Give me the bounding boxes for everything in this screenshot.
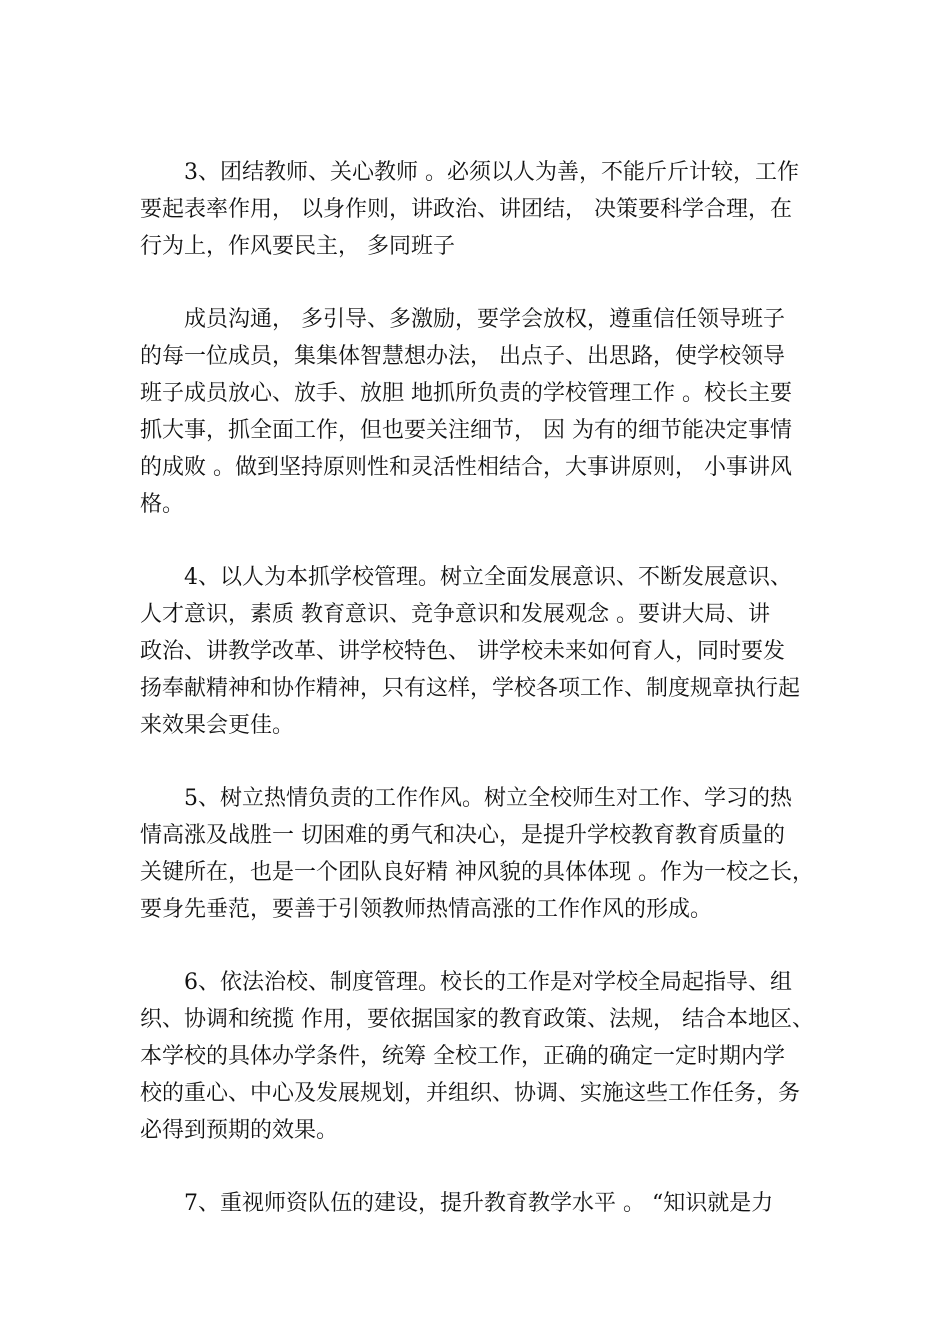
- text-line: 格。: [140, 492, 185, 517]
- text-line: 行为上，作风要民主， 多同班子: [140, 234, 455, 259]
- text-line: 必得到预期的效果。: [140, 1118, 339, 1143]
- text-line: 班子成员放心、放手、放胆 地抓所负责的学校管理工作 。校长主要: [140, 381, 792, 406]
- text-line: 情高涨及战胜一 切困难的勇气和决心，是提升学校教育教育质量的: [140, 823, 785, 848]
- text-line: 7、重视师资队伍的建设，提升教育教学水平 。 “知识就是力: [184, 1191, 774, 1216]
- text-line: 人才意识，素质 教育意识、竞争意识和发展观念 。要讲大局、讲: [140, 602, 770, 627]
- paragraph-4: [140, 559, 820, 744]
- text-line: 政治、讲教学改革、讲学校特色、 讲学校未来如何育人，同时要发: [140, 639, 785, 664]
- text-line: 5、树立热情负责的工作作风。树立全校师生对工作、学习的热: [184, 786, 792, 811]
- text-line: 4、以人为本抓学校管理。树立全面发展意识、不断发展意识、: [184, 565, 792, 590]
- text-line: 要身先垂范，要善于引领教师热情高涨的工作作风的形成。: [140, 897, 713, 922]
- text-line: 的每一位成员，集集体智慧想办法， 出点子、出思路，使学校领导: [140, 344, 785, 369]
- text-line: 3、团结教师、关心教师 。必须以人为善，不能斤斤计较，工作: [184, 160, 799, 185]
- text-line: 来效果会更佳。: [140, 713, 295, 738]
- text-line: 织、协调和统揽 作用，要依据国家的教育政策、法规， 结合本地区、: [140, 1007, 814, 1032]
- text-line: 关键所在，也是一个团队良好精 神风貌的具体体现 。作为一校之长，: [140, 860, 814, 885]
- text-line: 校的重心、中心及发展规划，并组织、协调、实施这些工作任务，务: [140, 1081, 801, 1106]
- text-line: 的成败 。做到坚持原则性和灵活性相结合，大事讲原则， 小事讲风: [140, 455, 792, 480]
- text-line: 成员沟通， 多引导、多激励，要学会放权，遵重信任领导班子: [184, 307, 785, 332]
- paragraph-5: [140, 780, 820, 928]
- paragraph-6: [140, 964, 820, 1149]
- paragraph-7: [140, 1185, 820, 1222]
- text-line: 6、依法治校、制度管理。校长的工作是对学校全局起指导、组: [184, 970, 792, 995]
- text-line: 抓大事，抓全面工作，但也要关注细节， 因 为有的细节能决定事情: [140, 418, 792, 443]
- paragraph-3-continued: [140, 301, 820, 523]
- paragraph-3: [140, 154, 820, 265]
- text-line: 扬奉献精神和协作精神，只有这样，学校各项工作、制度规章执行起: [140, 676, 801, 701]
- text-line: 要起表率作用， 以身作则，讲政治、讲团结， 决策要科学合理，在: [140, 197, 792, 222]
- text-line: 本学校的具体办学条件，统筹 全校工作，正确的确定一定时期内学: [140, 1044, 785, 1069]
